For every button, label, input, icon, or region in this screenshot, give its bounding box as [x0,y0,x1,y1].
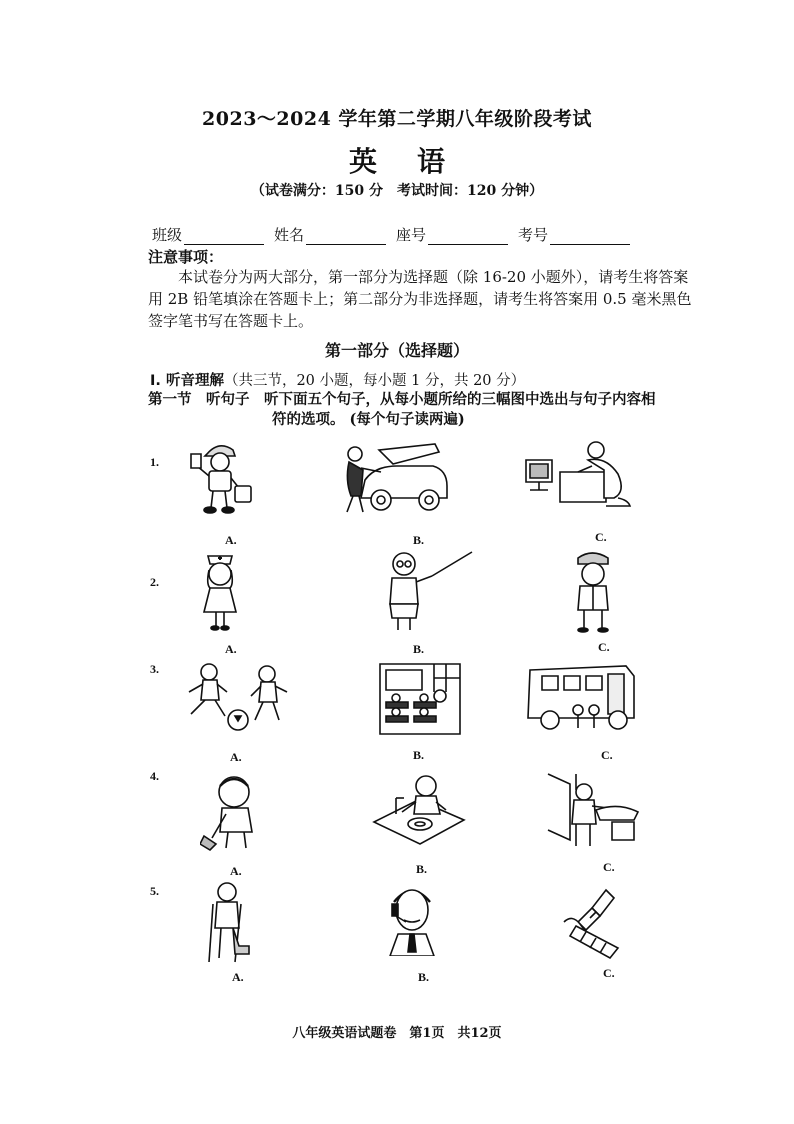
nurse-girl-icon[interactable] [198,548,242,632]
teacher-pointer-icon[interactable] [378,548,474,634]
class-blank[interactable] [184,230,264,245]
option-label[interactable]: C. [598,640,610,654]
question-number: 1. [150,455,159,469]
exam-title: 2023～2024 学年第二学期八年级阶段考试 [202,108,592,130]
option-label[interactable]: C. [601,748,613,762]
section-detail: （共三节，20 小题，每小题 1 分，共 20 分） [223,373,526,389]
section-heading [150,369,525,390]
boy-washing-dishes-icon[interactable] [370,770,468,850]
seat-blank[interactable] [428,230,508,245]
student-info-row [152,224,692,245]
option-label[interactable]: B. [416,862,428,876]
notice-body: 本试卷分为两大部分，第一部分为选择题（除 16-20 小题外），请考生将答案用 2B 铅笔填涂在答题卡上；第二部分为非选择题，请考生将答案用 0.5 毫米黑色签字笔书写在答题卡上。 [148,268,692,330]
classroom-icon[interactable] [378,662,462,736]
info-field-name [274,224,386,245]
page-footer: 八年级英语试题卷 第1页 共12页 [292,1026,502,1041]
option-label[interactable]: B. [413,642,425,656]
question-number: 2. [150,575,159,589]
car-mechanic-icon[interactable] [335,440,453,518]
option-label[interactable]: A. [225,642,237,656]
option-label[interactable]: A. [232,970,244,984]
notice-heading: 注意事项： [148,248,224,266]
man-headset-icon[interactable] [384,882,440,956]
boy-sweeping-icon[interactable] [200,772,262,852]
section-label: I. 听音理解 [150,373,224,389]
option-label[interactable]: B. [413,748,425,762]
part-one-title: 第一部分（选择题） [324,341,469,360]
option-label[interactable]: A. [230,750,242,764]
question-number: 5. [150,884,159,898]
subject-title: 英语 [348,145,485,178]
question-number: 4. [150,769,159,783]
option-label[interactable]: A. [225,533,237,547]
school-bus-icon[interactable] [522,662,640,736]
computer-repair-icon[interactable] [522,434,634,512]
bandaged-arm-icon[interactable] [556,886,630,960]
exam-meta: （试卷满分：150 分 考试时间：120 分钟） [250,183,544,199]
option-label[interactable]: B. [418,970,430,984]
info-field-exam-no [518,224,630,245]
sub-section-heading [148,390,708,430]
name-blank[interactable] [306,230,386,245]
exam-number-blank[interactable] [550,230,630,245]
boy-cleaning-sink-icon[interactable] [546,770,652,852]
info-label: 座号 [396,226,427,244]
option-label[interactable]: B. [413,533,425,547]
police-boy-icon[interactable] [568,548,618,634]
worker-with-bucket-icon[interactable] [185,436,265,516]
info-label: 考号 [518,226,549,244]
kids-soccer-icon[interactable] [183,662,293,734]
question-number: 3. [150,662,159,676]
info-label: 姓名 [274,226,305,244]
info-field-seat [396,224,508,245]
sub-head-line-1: 第一节 听句子 听下面五个句子，从每小题所给的三幅图中选出与句子内容相 [148,391,656,408]
boy-crutches-icon[interactable] [205,880,253,966]
option-label[interactable]: A. [230,864,242,878]
info-field-class [152,224,264,245]
option-label[interactable]: C. [595,530,607,544]
info-label: 班级 [152,226,183,244]
option-label[interactable]: C. [603,860,615,874]
sub-head-line-2: 符的选项。 (每个句子读两遍) [272,411,465,428]
option-label[interactable]: C. [603,966,615,980]
